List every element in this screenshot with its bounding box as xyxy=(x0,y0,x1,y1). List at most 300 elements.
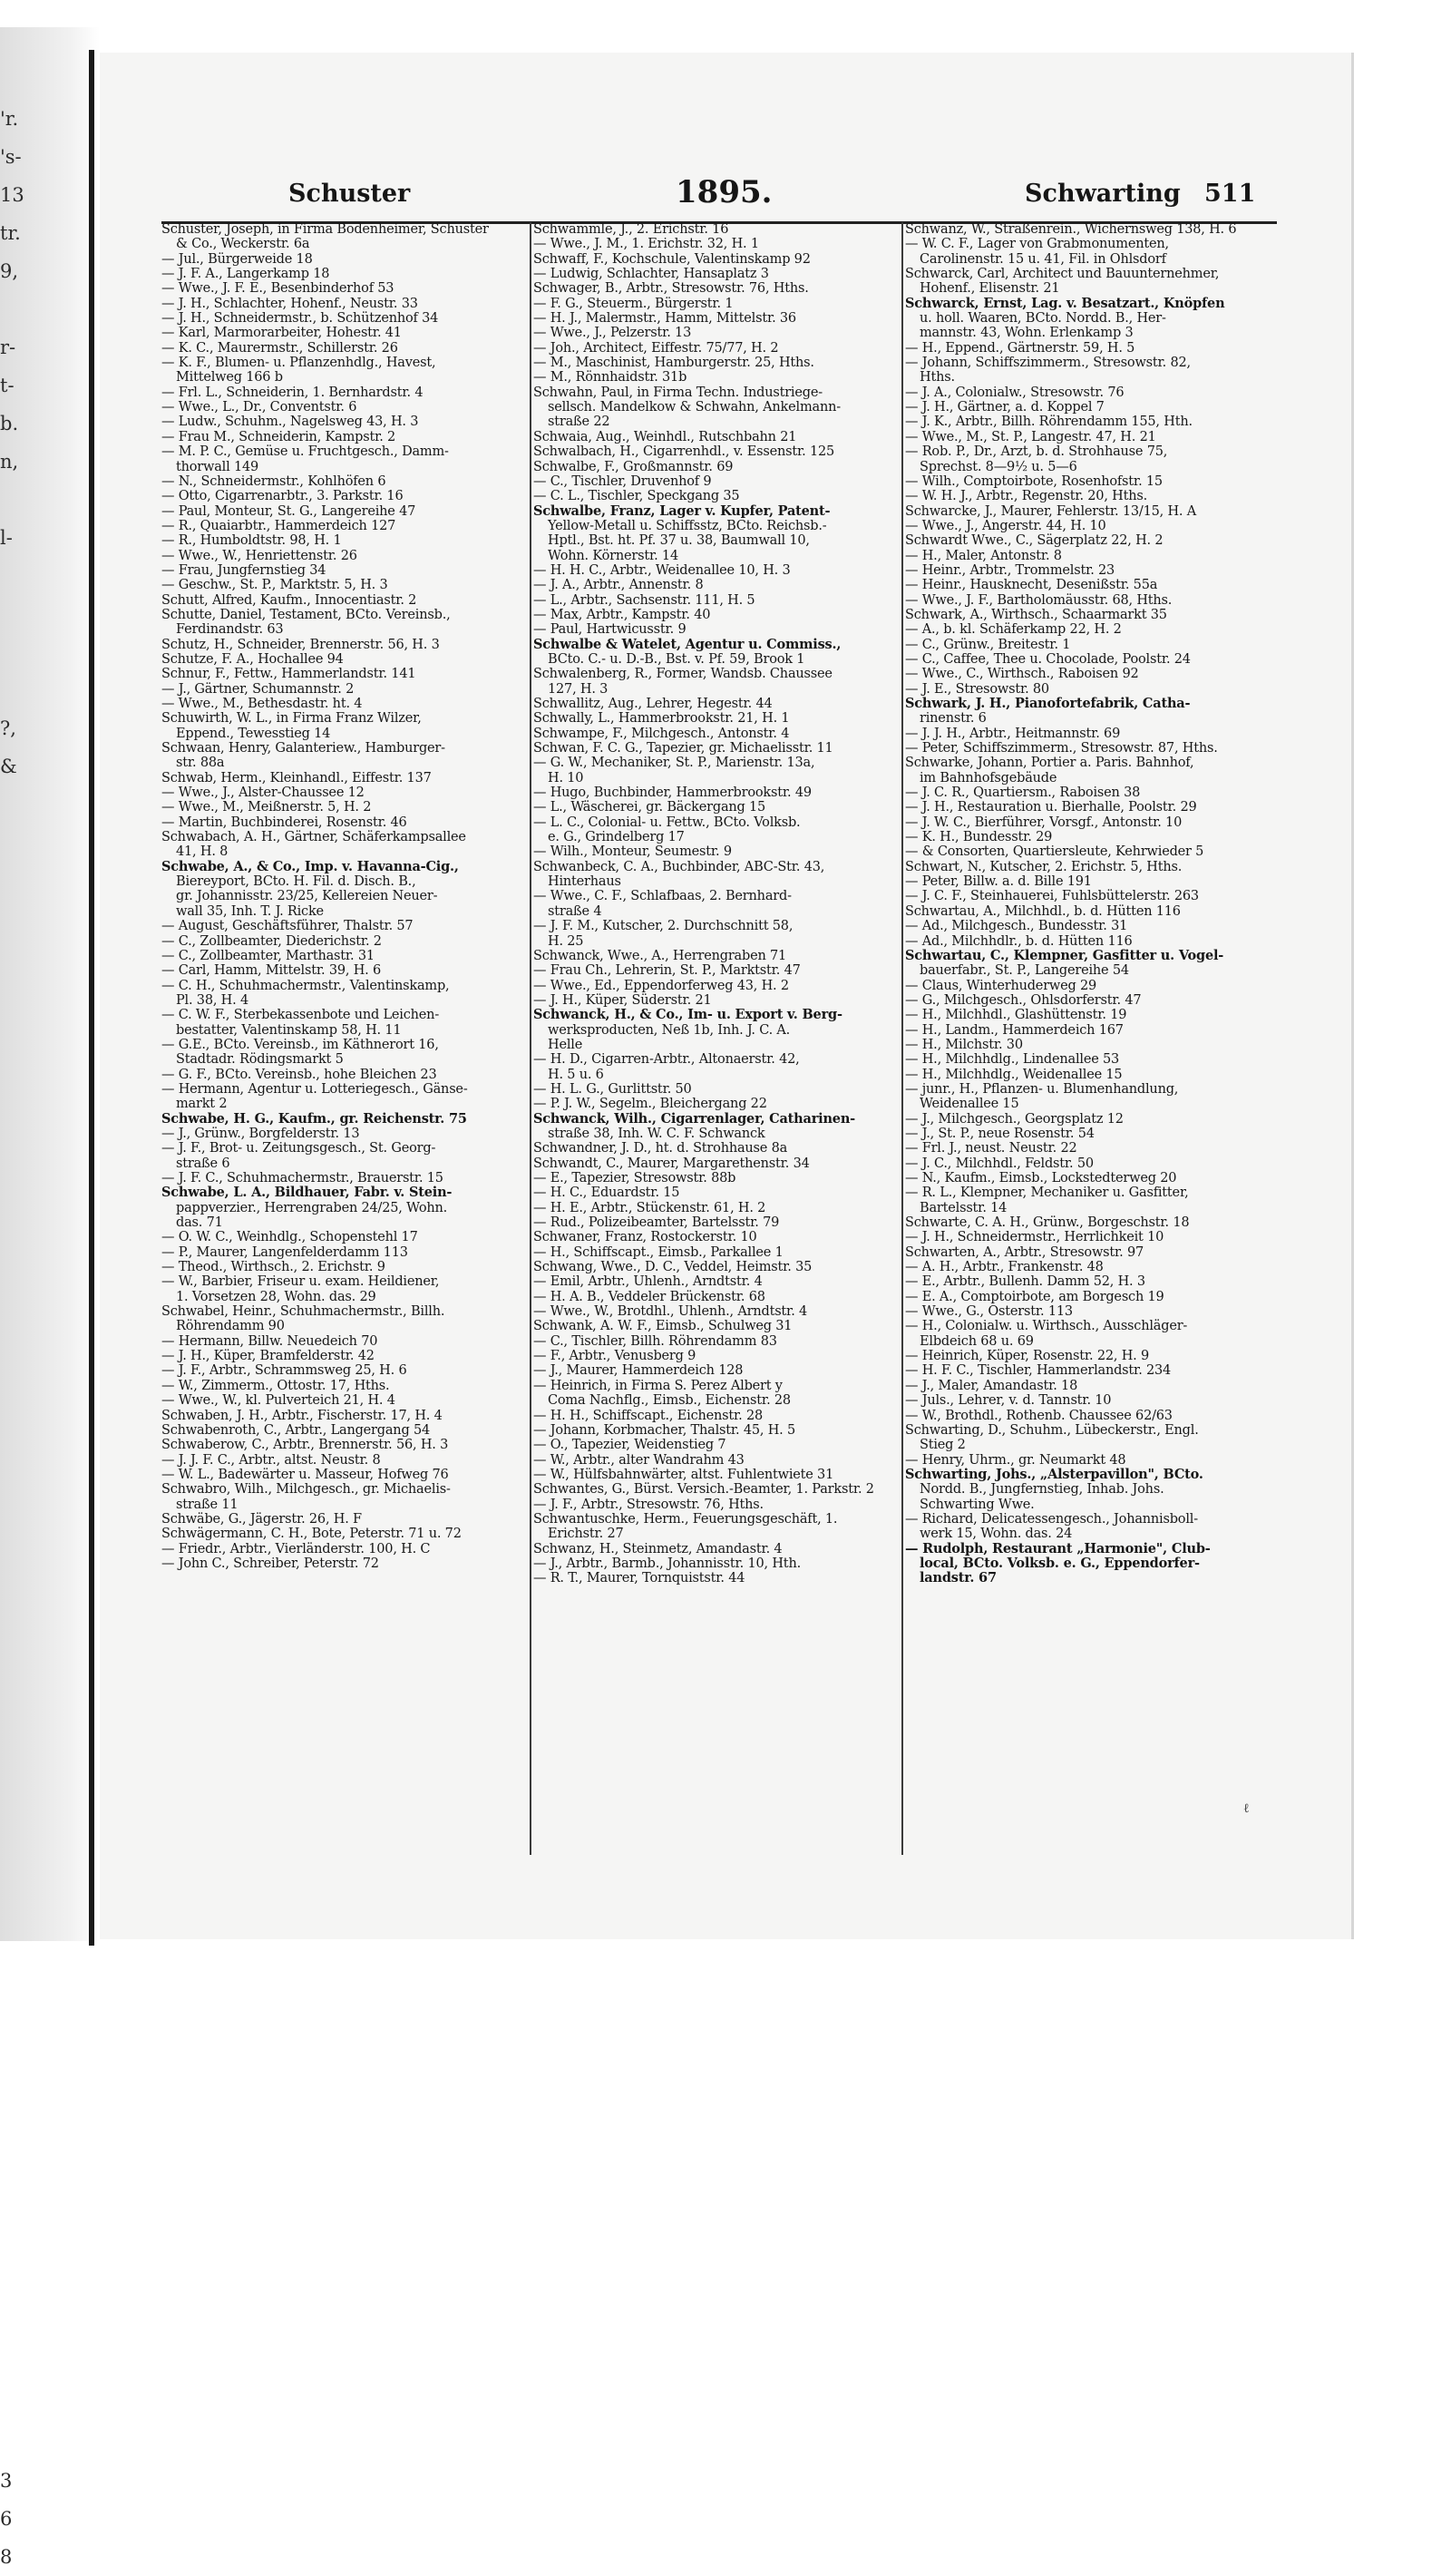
directory-entry: — H. A. B., Veddeler Brückenstr. 68 xyxy=(533,1289,765,1304)
directory-entry: Sprechst. 8—9½ u. 5—6 xyxy=(920,459,1077,474)
directory-entry: — Juls., Lehrer, v. d. Tannstr. 10 xyxy=(905,1393,1112,1409)
directory-entry: — junr., H., Pflanzen- u. Blumenhandlung, xyxy=(905,1081,1179,1097)
directory-entry: Schnur, F., Fettw., Hammerlandstr. 141 xyxy=(161,667,416,682)
directory-entry: mannstr. 43, Wohn. Erlenkamp 3 xyxy=(920,326,1134,341)
directory-entry: — K. H., Bundesstr. 29 xyxy=(905,830,1053,845)
directory-entry: — H. F. C., Tischler, Hammerlandstr. 234 xyxy=(905,1363,1172,1379)
directory-entry: — Theod., Wirthsch., 2. Erichstr. 9 xyxy=(161,1260,385,1275)
directory-entry: — W., Barbier, Friseur u. exam. Heildiener, xyxy=(161,1274,440,1290)
directory-entry: — C., Grünw., Breitestr. 1 xyxy=(905,637,1071,652)
directory-entry: — M., Maschinist, Hamburgerstr. 25, Hths. xyxy=(533,356,814,371)
previous-page-fragment xyxy=(0,862,63,900)
directory-entry: — R., Humboldtstr. 98, H. 1 xyxy=(161,533,342,549)
directory-entry: — Peter, Schiffszimmerm., Stresowstr. 87, Hths. xyxy=(905,741,1218,756)
previous-page-fragment xyxy=(0,785,63,824)
directory-entry: — L. C., Colonial- u. Fettw., BCto. Volksb. xyxy=(533,815,801,830)
directory-entry: — J. H., Gärtner, a. d. Koppel 7 xyxy=(905,400,1105,415)
directory-entry: — C. H., Schuhmachermstr., Valentinskamp, xyxy=(161,978,450,993)
previous-page-fragment xyxy=(0,1128,63,1166)
directory-entry: — Wwe., J., Alster-Chaussee 12 xyxy=(161,785,365,801)
directory-entry: — J., Milchgesch., Georgsplatz 12 xyxy=(905,1111,1124,1127)
directory-entry: — Ludw., Schuhm., Nagelsweg 43, H. 3 xyxy=(161,415,419,430)
directory-entry: Schwarten, A., Arbtr., Stresowstr. 97 xyxy=(905,1244,1144,1260)
directory-entry: — Wwe., W., Henriettenstr. 26 xyxy=(161,548,357,563)
directory-entry: — H., Eppend., Gärtnerstr. 59, H. 5 xyxy=(905,340,1135,356)
directory-entry: Schwarting, D., Schuhm., Lübeckerstr., Engl. xyxy=(905,1422,1199,1438)
directory-entry: — J. J. H., Arbtr., Heitmannstr. 69 xyxy=(905,726,1121,741)
directory-column-3 xyxy=(905,222,1275,1586)
directory-entry: — H., Milchhdlg., Weidenallee 15 xyxy=(905,1067,1123,1082)
directory-column-1 xyxy=(161,222,531,1571)
previous-page-fragment xyxy=(0,1205,63,1243)
header-left-keyword: Schuster xyxy=(288,180,411,208)
directory-entry: Schwalbe & Watelet, Agentur u. Commiss., xyxy=(533,637,842,652)
directory-entry: — C. L., Tischler, Speckgang 35 xyxy=(533,489,740,504)
directory-entry: — Heinrich, in Firma S. Perez Albert y xyxy=(533,1378,783,1393)
previous-page-fragment xyxy=(0,1890,63,1928)
directory-entry: — J. W. C., Bierführer, Vorsgf., Antonstr. 10 xyxy=(905,815,1183,830)
directory-entry: — H., Landm., Hammerdeich 167 xyxy=(905,1022,1124,1038)
previous-page-fragment: 'r. xyxy=(0,108,19,130)
previous-page-fragment xyxy=(0,1319,63,1357)
directory-entry: Schwarcke, J., Maurer, Fehlerstr. 13/15, H. A xyxy=(905,503,1197,519)
directory-entry: — Frau, Jungfernstieg 34 xyxy=(161,562,326,578)
directory-entry: — Wwe., J. M., 1. Erichstr. 32, H. 1 xyxy=(533,237,759,252)
directory-entry: — J. F. A., Langerkamp 18 xyxy=(161,267,330,282)
directory-entry: — Hermann, Billw. Neuedeich 70 xyxy=(161,1333,378,1349)
directory-entry: das. 71 xyxy=(176,1215,223,1231)
directory-entry: Elbdeich 68 u. 69 xyxy=(920,1333,1034,1349)
directory-entry: — E., Tapezier, Stresowstr. 88b xyxy=(533,1171,736,1186)
directory-entry: landstr. 67 xyxy=(920,1571,997,1586)
directory-entry: — Wwe., J., Angerstr. 44, H. 10 xyxy=(905,518,1106,533)
directory-entry: H. 5 u. 6 xyxy=(548,1067,604,1082)
directory-entry: — N., Schneidermstr., Kohlhöfen 6 xyxy=(161,473,386,489)
directory-entry: — E. A., Comptoirbote, am Borgesch 19 xyxy=(905,1289,1164,1304)
directory-entry: — G. W., Mechaniker, St. P., Marienstr. 13a, xyxy=(533,756,815,771)
directory-entry: — F., Arbtr., Venusberg 9 xyxy=(533,1349,696,1364)
directory-entry: Schwandt, C., Maurer, Margarethenstr. 34 xyxy=(533,1156,810,1171)
directory-entry: — Wwe., C. F., Schlafbaas, 2. Bernhard- xyxy=(533,889,792,904)
directory-entry: Weidenallee 15 xyxy=(920,1097,1019,1112)
previous-page-fragment xyxy=(0,2195,63,2233)
directory-entry: — Wwe., W., Brotdhl., Uhlenh., Arndtstr. 4 xyxy=(533,1304,808,1320)
directory-entry: Schwäbe, G., Jägerstr. 26, H. F xyxy=(161,1511,362,1527)
directory-entry: — Rud., Polizeibeamter, Bartelsstr. 79 xyxy=(533,1215,780,1231)
previous-page-fragment xyxy=(0,2271,63,2309)
directory-entry: Schwalbe, Franz, Lager v. Kupfer, Patent- xyxy=(533,503,831,519)
directory-entry: sellsch. Mandelkow & Schwahn, Ankelmann- xyxy=(548,400,841,415)
directory-entry: Stieg 2 xyxy=(920,1438,966,1453)
directory-entry: — H., Colonialw. u. Wirthsch., Ausschläger- xyxy=(905,1319,1188,1334)
directory-entry: — Ad., Milchhdlr., b. d. Hütten 116 xyxy=(905,933,1133,949)
directory-entry: — Wwe., M., Meißnerstr. 5, H. 2 xyxy=(161,800,372,815)
directory-entry: — R. L., Klempner, Mechaniker u. Gasfitter, xyxy=(905,1186,1189,1201)
previous-page-fragment xyxy=(0,1547,63,1586)
directory-entry: — L., Arbtr., Sachsenstr. 111, H. 5 xyxy=(533,592,755,608)
directory-entry: Schutte, Daniel, Testament, BCto. Vereinsb., xyxy=(161,607,451,622)
directory-entry: — Ludwig, Schlachter, Hansaplatz 3 xyxy=(533,267,769,282)
directory-entry: Röhrendamm 90 xyxy=(176,1319,285,1334)
directory-entry: — J. H., Restauration u. Bierhalle, Poolstr. 29 xyxy=(905,800,1197,815)
directory-entry: — W., Arbtr., alter Wandrahm 43 xyxy=(533,1452,745,1468)
directory-entry: Schwaia, Aug., Weinhdl., Rutschbahn 21 xyxy=(533,429,797,444)
directory-entry: — W. C. F., Lager von Grabmonumenten, xyxy=(905,237,1169,252)
previous-page-fragment xyxy=(0,1509,63,1547)
directory-entry: — H., Milchstr. 30 xyxy=(905,1037,1023,1052)
directory-entry: — & Consorten, Quartiersleute, Kehrwieder 5 xyxy=(905,844,1204,860)
directory-entry: pappverzier., Herrengraben 24/25, Wohn. xyxy=(176,1200,448,1215)
header-year: 1895. xyxy=(676,174,773,210)
directory-entry: — Otto, Cigarrenarbtr., 3. Parkstr. 16 xyxy=(161,489,404,504)
directory-entry: Schwaner, Franz, Rostockerstr. 10 xyxy=(533,1230,757,1245)
directory-entry: — J. F., Arbtr., Schrammsweg 25, H. 6 xyxy=(161,1363,407,1379)
directory-entry: — Wwe., W., kl. Pulverteich 21, H. 4 xyxy=(161,1393,395,1409)
directory-entry: — Wwe., J., Pelzerstr. 13 xyxy=(533,326,692,341)
previous-page-fragment xyxy=(0,557,63,595)
directory-entry: — Emil, Arbtr., Uhlenh., Arndtstr. 4 xyxy=(533,1274,763,1290)
directory-entry: — Wilh., Comptoirbote, Rosenhofstr. 15 xyxy=(905,473,1163,489)
directory-entry: — C., Tischler, Billh. Röhrendamm 83 xyxy=(533,1333,777,1349)
directory-entry: Schwarting Wwe. xyxy=(920,1497,1035,1512)
directory-entry: Schwally, L., Hammerbrookstr. 21, H. 1 xyxy=(533,711,790,727)
directory-entry: Schwabach, A. H., Gärtner, Schäferkampsallee xyxy=(161,830,466,845)
directory-entry: — J. H., Küper, Süderstr. 21 xyxy=(533,992,712,1008)
previous-page-fragment xyxy=(0,1395,63,1433)
directory-entry: — W. H. J., Arbtr., Regenstr. 20, Hths. xyxy=(905,489,1148,504)
directory-entry: Schuwirth, W. L., in Firma Franz Wilzer, xyxy=(161,711,422,727)
directory-entry: — J. H., Schlachter, Hohenf., Neustr. 33 xyxy=(161,296,418,311)
directory-entry: — Richard, Delicatessengesch., Johannisboll- xyxy=(905,1511,1198,1527)
directory-entry: 1. Vorsetzen 28, Wohn. das. 29 xyxy=(176,1289,376,1304)
previous-page-fragment xyxy=(0,1814,63,1852)
directory-entry: Schwalenberg, R., Former, Wandsb. Chaussee xyxy=(533,667,833,682)
previous-page-fragment: 3 xyxy=(0,2470,13,2492)
directory-entry: — H. H., Schiffscapt., Eichenstr. 28 xyxy=(533,1408,764,1423)
directory-entry: — Jul., Bürgerweide 18 xyxy=(161,251,313,267)
directory-entry: — K. F., Blumen- u. Pflanzenhdlg., Havest, xyxy=(161,356,436,371)
directory-entry: Biereyport, BCto. H. Fil. d. Disch. B., xyxy=(176,874,416,890)
directory-entry: — Max, Arbtr., Kampstr. 40 xyxy=(533,607,711,622)
previous-page-fragment xyxy=(0,1966,63,2005)
previous-page-fragment: 13 xyxy=(0,184,24,206)
directory-entry: — J. C. R., Quartiersm., Raboisen 38 xyxy=(905,785,1141,801)
directory-entry: — K. C., Maurermstr., Schillerstr. 26 xyxy=(161,340,398,356)
directory-entry: — J., St. P., neue Rosenstr. 54 xyxy=(905,1126,1095,1141)
directory-entry: — J., Arbtr., Barmb., Johannisstr. 10, Hth. xyxy=(533,1556,801,1571)
previous-page-fragment xyxy=(0,2081,63,2119)
directory-entry: Wohn. Körnerstr. 14 xyxy=(548,548,678,563)
directory-entry: — C. W. F., Sterbekassenbote und Leichen- xyxy=(161,1008,440,1023)
previous-page-fragment xyxy=(0,1433,63,1471)
directory-entry: — G. F., BCto. Vereinsb., hohe Bleichen 23 xyxy=(161,1067,437,1082)
directory-entry: — P., Maurer, Langenfelderdamm 113 xyxy=(161,1244,408,1260)
directory-entry: Schwabel, Heinr., Schuhmachermstr., Billh. xyxy=(161,1304,445,1320)
directory-entry: — H. C., Eduardstr. 15 xyxy=(533,1186,680,1201)
directory-entry: — Wwe., M., Bethesdastr. ht. 4 xyxy=(161,697,363,711)
directory-entry: — H. J., Malermstr., Hamm, Mittelstr. 36 xyxy=(533,311,796,327)
directory-entry: — Frau M., Schneiderin, Kampstr. 2 xyxy=(161,429,396,444)
previous-page-fragment xyxy=(0,1014,63,1052)
directory-entry: Mittelweg 166 b xyxy=(176,370,283,385)
directory-entry: — H. D., Cigarren-Arbtr., Altonaerstr. 42, xyxy=(533,1052,800,1068)
previous-page-fragment xyxy=(0,1700,63,1738)
directory-entry: Schwaff, F., Kochschule, Valentinskamp 92 xyxy=(533,251,811,267)
directory-entry: — August, Geschäftsführer, Thalstr. 57 xyxy=(161,919,414,934)
previous-page-fragment xyxy=(0,290,63,328)
directory-entry: Schwalbach, H., Cigarrenhdl., v. Essenstr. 125 xyxy=(533,444,835,460)
directory-entry: 127, H. 3 xyxy=(548,681,609,697)
directory-entry: — C., Zollbeamter, Marthastr. 31 xyxy=(161,948,375,963)
previous-page-fragment xyxy=(0,1586,63,1624)
directory-entry: — M. P. C., Gemüse u. Fruchtgesch., Damm- xyxy=(161,444,449,460)
directory-entry: Schwarke, Johann, Portier a. Paris. Bahnhof, xyxy=(905,756,1194,771)
previous-page-fragment xyxy=(0,2157,63,2195)
directory-entry: Schwanbeck, C. A., Buchbinder, ABC-Str. 43, xyxy=(533,859,825,874)
directory-entry: — J. H., Schneidermstr., Herrlichkeit 10 xyxy=(905,1230,1164,1245)
directory-entry: — H., Maler, Antonstr. 8 xyxy=(905,548,1062,563)
directory-entry: — Rob. P., Dr., Arzt, b. d. Strohhause 75, xyxy=(905,444,1168,460)
directory-entry: — L., Wäscherei, gr. Bäckergang 15 xyxy=(533,800,766,815)
directory-entry: — J. F. M., Kutscher, 2. Durchschnitt 58, xyxy=(533,919,794,934)
directory-entry: Schwämmle, J., 2. Erichstr. 16 xyxy=(533,222,729,237)
previous-page-fragment: 8 xyxy=(0,2546,13,2568)
directory-entry: — P. J. W., Segelm., Bleichergang 22 xyxy=(533,1097,767,1112)
directory-entry: Schwabro, Wilh., Milchgesch., gr. Michaelis- xyxy=(161,1482,451,1498)
directory-entry: — Wwe., L., Dr., Conventstr. 6 xyxy=(161,400,357,415)
directory-entry: — Wwe., M., St. P., Langestr. 47, H. 21 xyxy=(905,429,1156,444)
directory-entry: Schwart, N., Kutscher, 2. Erichstr. 5, Hths. xyxy=(905,859,1183,874)
previous-page-fragment xyxy=(0,938,63,976)
directory-entry: — J. H., Schneidermstr., b. Schützenhof 34 xyxy=(161,311,439,327)
directory-entry: — J. E., Stresowstr. 80 xyxy=(905,681,1049,697)
directory-entry: u. holl. Waaren, BCto. Nordd. B., Her- xyxy=(920,311,1166,327)
previous-page-fragment: 6 xyxy=(0,2508,13,2530)
directory-entry: Nordd. B., Jungfernstieg, Inhab. Johs. xyxy=(920,1482,1164,1498)
directory-entry: rinenstr. 6 xyxy=(920,711,987,727)
directory-entry: bestatter, Valentinskamp 58, H. 11 xyxy=(176,1022,402,1038)
directory-entry: Schutt, Alfred, Kaufm., Innocentiastr. 2 xyxy=(161,592,417,608)
running-header xyxy=(161,174,1263,227)
previous-page-fragments xyxy=(0,100,63,2576)
directory-entry: thorwall 149 xyxy=(176,459,259,474)
previous-page-fragment xyxy=(0,2424,63,2462)
directory-entry: — Wwe., G., Osterstr. 113 xyxy=(905,1304,1073,1320)
directory-entry: — C., Tischler, Druvenhof 9 xyxy=(533,473,712,489)
directory-entry: Stadtadr. Rödingsmarkt 5 xyxy=(176,1052,344,1068)
previous-page-fragment xyxy=(0,595,63,633)
directory-entry: — R. T., Maurer, Tornquiststr. 44 xyxy=(533,1571,745,1586)
previous-page-fragment xyxy=(0,1624,63,1662)
directory-entry: Schwallitz, Aug., Lehrer, Hegestr. 44 xyxy=(533,697,773,711)
directory-entry: — Carl, Hamm, Mittelstr. 39, H. 6 xyxy=(161,963,381,979)
directory-entry: Hohenf., Elisenstr. 21 xyxy=(920,281,1060,297)
directory-entry: H. 25 xyxy=(548,933,584,949)
previous-page-fragment: n, xyxy=(0,451,19,473)
previous-page-fragment xyxy=(0,1852,63,1890)
directory-entry: — G.E., BCto. Vereinsb., im Käthnerort 16, xyxy=(161,1037,439,1052)
directory-entry: — Wilh., Monteur, Seumestr. 9 xyxy=(533,844,732,860)
directory-entry: Schwabe, H. G., Kaufm., gr. Reichenstr. 75 xyxy=(161,1111,467,1127)
column-divider xyxy=(901,222,903,1855)
previous-page-fragment xyxy=(0,1166,63,1205)
previous-page-fragment xyxy=(0,1662,63,1700)
page-edge xyxy=(89,50,94,1946)
directory-entry: — J. H., Küper, Bramfelderstr. 42 xyxy=(161,1349,375,1364)
directory-column-2 xyxy=(533,222,903,1586)
directory-entry: bauerfabr., St. P., Langereihe 54 xyxy=(920,963,1129,979)
directory-entry: Schwarck, Ernst, Lag. v. Besatzart., Knöpfen xyxy=(905,296,1225,311)
directory-entry: Schwaan, Henry, Galanteriew., Hamburger- xyxy=(161,741,445,756)
directory-entry: — J., Maler, Amandastr. 18 xyxy=(905,1378,1078,1393)
directory-entry: — Johann, Korbmacher, Thalstr. 45, H. 5 xyxy=(533,1422,795,1438)
directory-entry: — Joh., Architect, Eiffestr. 75/77, H. 2 xyxy=(533,340,779,356)
directory-entry: Schwabenroth, C., Arbtr., Langergang 54 xyxy=(161,1422,430,1438)
directory-entry: Schwark, J. H., Pianofortefabrik, Catha- xyxy=(905,697,1191,711)
previous-page-fragment xyxy=(0,2309,63,2347)
page-number: 511 xyxy=(1204,180,1256,208)
previous-page-fragment xyxy=(0,1776,63,1814)
directory-entry: Schwartau, C., Klempner, Gasfitter u. Vogel- xyxy=(905,948,1224,963)
directory-entry: Schwampe, F., Milchgesch., Antonstr. 4 xyxy=(533,726,790,741)
directory-entry: werk 15, Wohn. das. 24 xyxy=(920,1527,1073,1542)
directory-entry: — W., Hülfsbahnwärter, altst. Fuhlentwiete 31 xyxy=(533,1467,834,1482)
directory-entry: Carolinenstr. 15 u. 41, Fil. in Ohlsdorf xyxy=(920,251,1166,267)
directory-entry: Yellow-Metall u. Schiffsstz, BCto. Reichsb.- xyxy=(548,518,827,533)
directory-entry: local, BCto. Volksb. e. G., Eppendorfer- xyxy=(920,1556,1200,1571)
previous-page-fragment xyxy=(0,1928,63,1966)
directory-entry: — Martin, Buchbinderei, Rosenstr. 46 xyxy=(161,815,407,830)
previous-page-fragment xyxy=(0,671,63,709)
previous-page-fragment xyxy=(0,2347,63,2386)
directory-entry: Schwarting, Johs., „Alsterpavillon", BCto. xyxy=(905,1467,1203,1482)
previous-page-fragment xyxy=(0,1471,63,1509)
directory-entry: BCto. C.- u. D.-B., Bst. v. Pf. 59, Brook 1 xyxy=(548,651,805,667)
directory-entry: — Friedr., Arbtr., Vierländerstr. 100, H. C xyxy=(161,1541,431,1556)
directory-entry: — J. A., Colonialw., Stresowstr. 76 xyxy=(905,385,1125,400)
directory-entry: Bartelsstr. 14 xyxy=(920,1200,1008,1215)
directory-entry: — J. A., Arbtr., Annenstr. 8 xyxy=(533,578,704,593)
directory-entry: — H., Milchhdl., Glashüttenstr. 19 xyxy=(905,1008,1127,1023)
directory-entry: — H., Schiffscapt., Eimsb., Parkallee 1 xyxy=(533,1244,784,1260)
directory-entry: — H. H. C., Arbtr., Weidenallee 10, H. 3 xyxy=(533,562,791,578)
directory-entry: — Heinr., Hausknecht, Desenißstr. 55a xyxy=(905,578,1158,593)
previous-page-fragment: b. xyxy=(0,413,19,434)
directory-entry: — C., Zollbeamter, Diederichstr. 2 xyxy=(161,933,382,949)
directory-entry: Schutze, F. A., Hochallee 94 xyxy=(161,651,344,667)
previous-page-fragment xyxy=(0,824,63,862)
directory-entry: — Frl. J., neust. Neustr. 22 xyxy=(905,1141,1077,1156)
directory-entry: Schwantuschke, Herm., Feuerungsgeschäft, 1. xyxy=(533,1511,838,1527)
bottom-mark: ℓ xyxy=(1243,1801,1250,1816)
directory-entry: — J. J. F. C., Arbtr., altst. Neustr. 8 xyxy=(161,1452,381,1468)
directory-entry: Schwalbe, F., Großmannstr. 69 xyxy=(533,459,734,474)
directory-entry: — J. K., Arbtr., Billh. Röhrendamm 155, Hth. xyxy=(905,415,1193,430)
directory-entry: — Peter, Billw. a. d. Bille 191 xyxy=(905,874,1092,890)
directory-entry: — J. F., Brot- u. Zeitungsgesch., St. Georg- xyxy=(161,1141,436,1156)
directory-entry: — Paul, Hartwicusstr. 9 xyxy=(533,622,687,638)
directory-entry: Schwanck, Wilh., Cigarrenlager, Catharinen- xyxy=(533,1111,855,1127)
directory-entry: — J., Gärtner, Schumannstr. 2 xyxy=(161,681,355,697)
directory-entry: — Wwe., Ed., Eppendorferweg 43, H. 2 xyxy=(533,978,789,993)
previous-page-fragment xyxy=(0,2005,63,2043)
directory-entry: Hptl., Bst. ht. Pf. 37 u. 38, Baumwall 10, xyxy=(548,533,810,549)
previous-page-fragment xyxy=(0,900,63,938)
directory-entry: — W., Brothdl., Rothenb. Chaussee 62/63 xyxy=(905,1408,1173,1423)
directory-entry: gr. Johannisstr. 23/25, Kellereien Neuer- xyxy=(176,889,438,904)
previous-page-fragment: tr. xyxy=(0,222,21,244)
directory-entry: — Hermann, Agentur u. Lotteriegesch., Gänse- xyxy=(161,1081,468,1097)
directory-entry: Pl. 38, H. 4 xyxy=(176,992,248,1008)
directory-entry: — Geschw., St. P., Marktstr. 5, H. 3 xyxy=(161,578,388,593)
directory-entry: str. 88a xyxy=(176,756,225,771)
directory-entry: Schwantes, G., Bürst. Versich.-Beamter, 1. Parkstr. 2 xyxy=(533,1482,874,1498)
previous-page-fragment xyxy=(0,2386,63,2424)
directory-entry: — M., Rönnhaidstr. 31b xyxy=(533,370,687,385)
directory-entry: Erichstr. 27 xyxy=(548,1527,624,1542)
directory-entry: Schwaberow, C., Arbtr., Brennerstr. 56, H. 3 xyxy=(161,1438,449,1453)
directory-entry: — Hugo, Buchbinder, Hammerbrookstr. 49 xyxy=(533,785,812,801)
directory-entry: — Frl. L., Schneiderin, 1. Bernhardstr. 4 xyxy=(161,385,424,400)
directory-entry: — Wwe., J. F., Bartholomäusstr. 68, Hths. xyxy=(905,592,1173,608)
previous-page-fragment: ?, xyxy=(0,717,16,739)
directory-entry: 41, H. 8 xyxy=(176,844,229,860)
directory-entry: Schwang, Wwe., D. C., Veddel, Heimstr. 35 xyxy=(533,1260,813,1275)
directory-entry: — F. G., Steuerm., Bürgerstr. 1 xyxy=(533,296,734,311)
previous-page-fragment xyxy=(0,1357,63,1395)
directory-entry: straße 22 xyxy=(548,415,610,430)
directory-entry: Hths. xyxy=(920,370,955,385)
directory-entry: straße 38, Inh. W. C. F. Schwanck xyxy=(548,1126,765,1141)
directory-entry: Schwanz, W., Straßenrein., Wichernsweg 138, H. 6 xyxy=(905,222,1237,237)
previous-page-fragment xyxy=(0,481,63,519)
previous-page-fragment xyxy=(0,2233,63,2271)
directory-entry: Schwabe, A., & Co., Imp. v. Havanna-Cig., xyxy=(161,859,459,874)
directory-entry: Schwanck, Wwe., A., Herrengraben 71 xyxy=(533,948,787,963)
directory-entry: straße 6 xyxy=(176,1156,230,1171)
previous-page-fragment xyxy=(0,2119,63,2157)
directory-entry: — J. F., Arbtr., Stresowstr. 76, Hths. xyxy=(533,1497,764,1512)
directory-entry: Schwägermann, C. H., Bote, Peterstr. 71 u. 72 xyxy=(161,1527,462,1542)
previous-page-fragment: r- xyxy=(0,337,16,358)
directory-entry: Schwabe, L. A., Bildhauer, Fabr. v. Stein- xyxy=(161,1186,453,1201)
previous-page-fragment xyxy=(0,2043,63,2081)
directory-entry: — J., Grünw., Borgfelderstr. 13 xyxy=(161,1126,360,1141)
previous-page-fragment: 's- xyxy=(0,146,22,168)
directory-entry: — Henry, Uhrm., gr. Neumarkt 48 xyxy=(905,1452,1126,1468)
directory-entry: Schwank, A. W. F., Eimsb., Schulweg 31 xyxy=(533,1319,793,1334)
directory-entry: — H. E., Arbtr., Stückenstr. 61, H. 2 xyxy=(533,1200,766,1215)
directory-entry: straße 11 xyxy=(176,1497,239,1512)
directory-entry: — Heinrich, Küper, Rosenstr. 22, H. 9 xyxy=(905,1349,1150,1364)
directory-entry: — O., Tapezier, Weidenstieg 7 xyxy=(533,1438,726,1453)
directory-entry: wall 35, Inh. T. J. Ricke xyxy=(176,903,324,919)
directory-entry: — Wwe., J. F. E., Besenbinderhof 53 xyxy=(161,281,394,297)
previous-page-fragment xyxy=(0,1090,63,1128)
directory-entry: & Co., Weckerstr. 6a xyxy=(176,237,310,252)
directory-entry: straße 4 xyxy=(548,903,602,919)
directory-entry: Schwarck, Carl, Architect und Bauunternehmer, xyxy=(905,267,1220,282)
previous-page-fragment xyxy=(0,1052,63,1090)
directory-entry: — John C., Schreiber, Peterstr. 72 xyxy=(161,1556,379,1571)
directory-entry: markt 2 xyxy=(176,1097,228,1112)
previous-page-fragment: & xyxy=(0,756,17,777)
directory-entry: Schwahn, Paul, in Firma Techn. Industriege- xyxy=(533,385,823,400)
directory-entry: — Claus, Winterhuderweg 29 xyxy=(905,978,1097,993)
directory-entry: — Wwe., C., Wirthsch., Raboisen 92 xyxy=(905,667,1139,682)
directory-entry: im Bahnhofsgebäude xyxy=(920,770,1057,785)
previous-page-fragment: t- xyxy=(0,375,15,396)
